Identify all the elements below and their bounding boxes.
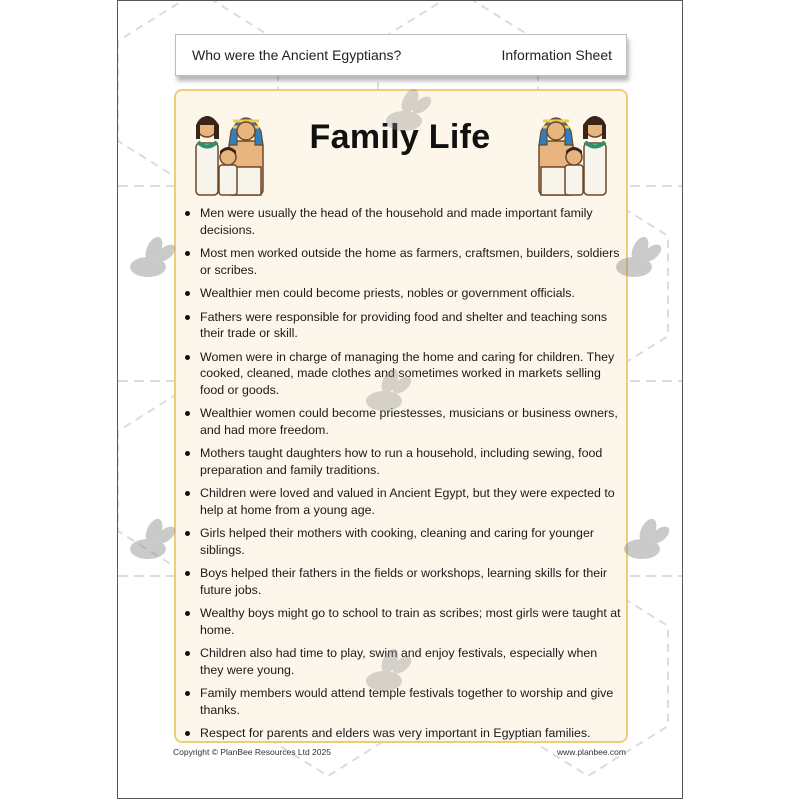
bullet-icon bbox=[185, 315, 190, 320]
list-item-text: Respect for parents and elders was very important in Egyptian families. bbox=[200, 726, 591, 740]
website-link[interactable]: www.planbee.com bbox=[557, 747, 626, 757]
list-item bbox=[182, 309, 622, 342]
list-item-text: Women were in charge of managing the home and caring for children. They cooked, cleaned, made clothes and sometimes worked in markets selling food or goods. bbox=[200, 349, 615, 397]
list-item-text: Children were loved and valued in Ancient Egypt, but they were expected to help at home from a young age. bbox=[200, 486, 615, 517]
bullet-icon bbox=[185, 611, 190, 616]
list-item-text: Wealthier women could become priestesses, musicians or business owners, and had more freedom. bbox=[200, 406, 618, 437]
bullet-icon bbox=[185, 411, 190, 416]
bullet-icon bbox=[185, 691, 190, 696]
bullet-icon bbox=[185, 251, 190, 256]
facts-list bbox=[182, 205, 622, 749]
list-item-text: Wealthy boys might go to school to train as scribes; most girls were taught at home. bbox=[200, 606, 621, 637]
header-label: Information Sheet bbox=[501, 47, 612, 63]
bullet-icon bbox=[185, 731, 190, 736]
bullet-icon bbox=[185, 571, 190, 576]
list-item bbox=[182, 605, 622, 638]
list-item-text: Fathers were responsible for providing food and shelter and teaching sons their trade or skill. bbox=[200, 309, 608, 340]
bullet-icon bbox=[185, 491, 190, 496]
list-item-text: Children also had time to play, swim and enjoy festivals, especially when they were young. bbox=[200, 646, 598, 677]
list-item bbox=[182, 245, 622, 278]
header-bar bbox=[175, 34, 627, 76]
list-item bbox=[182, 645, 622, 678]
bee-watermark-icon bbox=[118, 517, 178, 567]
bee-watermark-icon bbox=[118, 235, 178, 285]
list-item-text: Wealthier men could become priests, nobles or government officials. bbox=[200, 286, 575, 300]
list-item bbox=[182, 565, 622, 598]
egyptian-family-icon bbox=[535, 105, 609, 197]
bullet-icon bbox=[185, 355, 190, 360]
bullet-icon bbox=[185, 531, 190, 536]
list-item-text: Family members would attend temple festivals together to worship and give thanks. bbox=[200, 686, 614, 717]
bullet-icon bbox=[185, 651, 190, 656]
list-item-text: Girls helped their mothers with cooking, cleaning and caring for younger siblings. bbox=[200, 526, 594, 557]
list-item-text: Mothers taught daughters how to run a household, including sewing, food preparation and family traditions. bbox=[200, 446, 603, 477]
page-title: Family Life bbox=[309, 118, 491, 156]
bullet-icon bbox=[185, 291, 190, 296]
list-item-text: Men were usually the head of the household and made important family decisions. bbox=[200, 206, 593, 237]
list-item bbox=[182, 525, 622, 558]
list-item bbox=[182, 725, 622, 742]
list-item bbox=[182, 285, 622, 302]
bullet-icon bbox=[185, 451, 190, 456]
list-item bbox=[182, 405, 622, 438]
bullet-icon bbox=[185, 211, 190, 216]
list-item bbox=[182, 445, 622, 478]
list-item bbox=[182, 685, 622, 718]
list-item-text: Most men worked outside the home as farmers, craftsmen, builders, soldiers or scribes. bbox=[200, 246, 620, 277]
list-item bbox=[182, 349, 622, 399]
worksheet-page bbox=[117, 0, 683, 799]
header-title: Who were the Ancient Egyptians? bbox=[192, 47, 402, 63]
list-item-text: Boys helped their fathers in the fields or workshops, learning skills for their future jobs. bbox=[200, 566, 608, 597]
copyright-text: Copyright © PlanBee Resources Ltd 2025 bbox=[173, 747, 331, 757]
list-item bbox=[182, 205, 622, 238]
list-item bbox=[182, 485, 622, 518]
